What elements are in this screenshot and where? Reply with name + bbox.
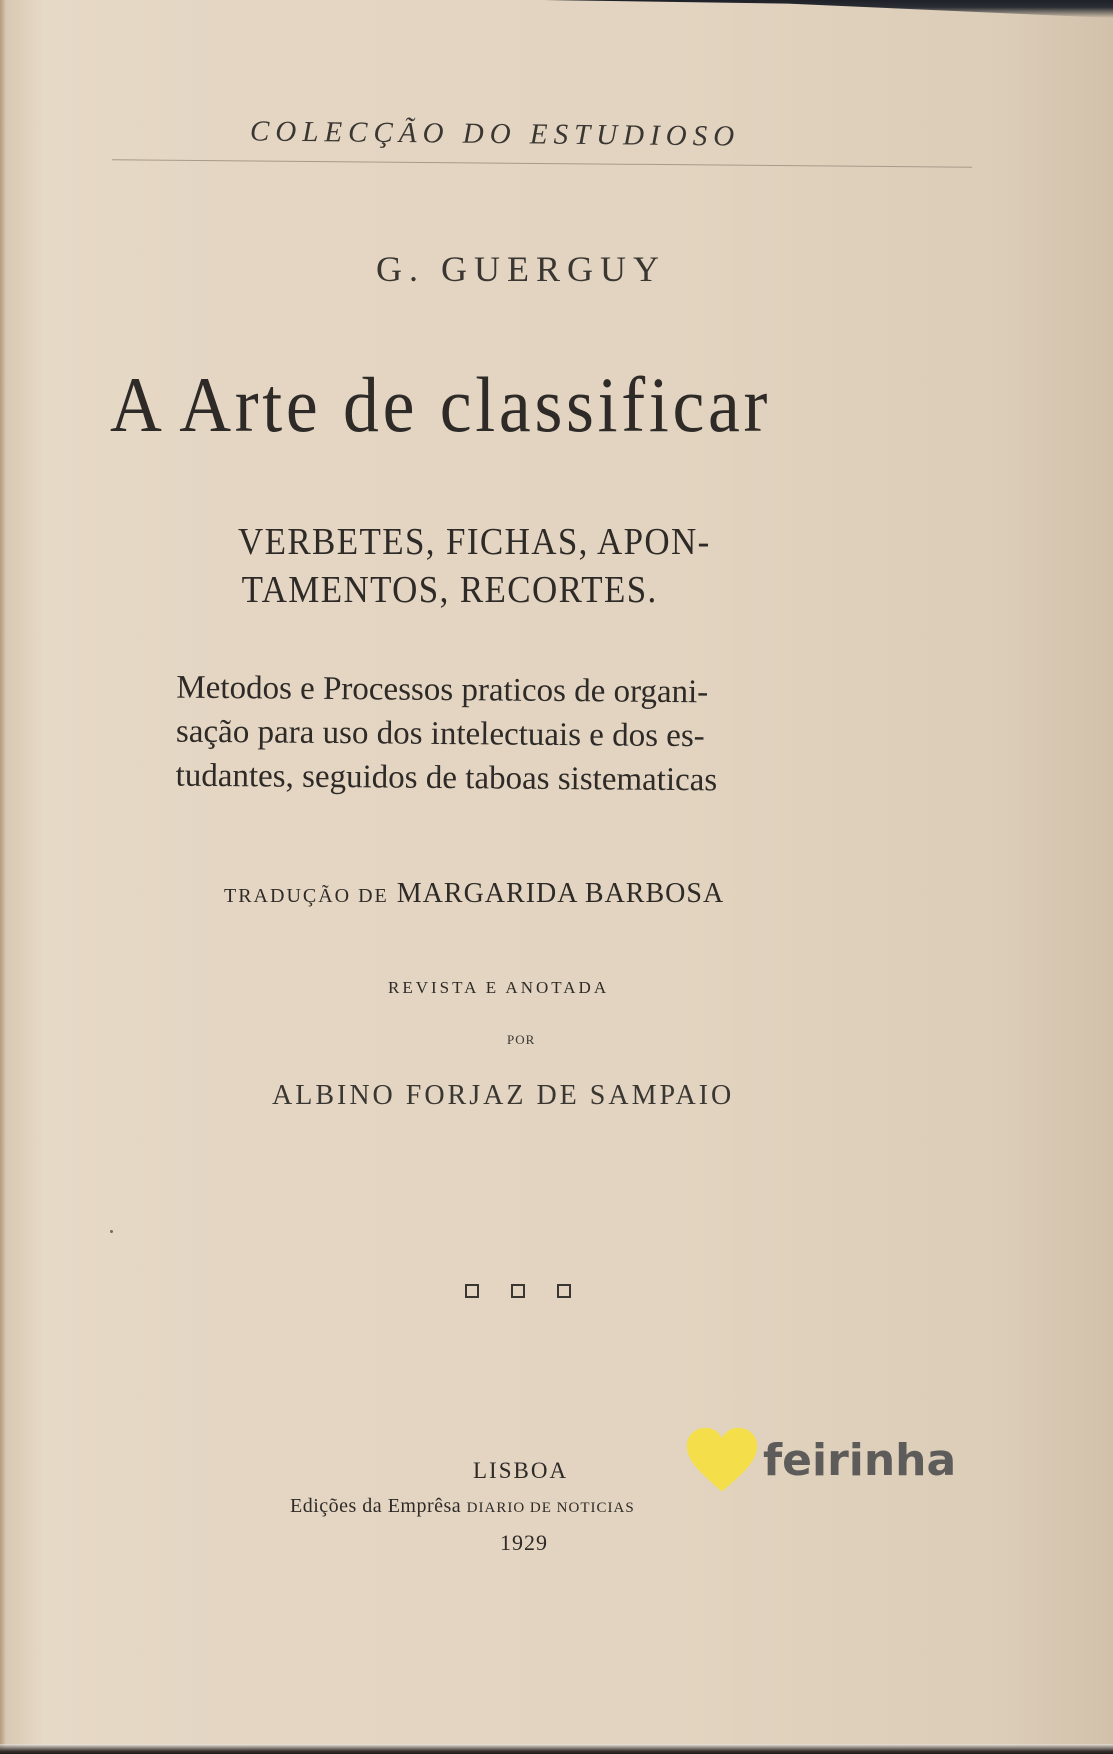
- translator-name: MARGARIDA BARBOSA: [396, 878, 725, 909]
- revised-note: REVISTA E ANOTADA: [388, 978, 610, 997]
- subtitle-line-1: VERBETES, FICHAS, APON-: [238, 521, 711, 563]
- publisher-name: DIARIO DE NOTICIAS: [466, 1500, 635, 1516]
- description-line-3: tudantes, seguidos de taboas sistematicas: [175, 757, 718, 799]
- description: [175, 666, 718, 803]
- page-bottom-edge: [0, 1744, 1113, 1754]
- description-line-2: sação para uso dos intelectuais e dos es-: [175, 713, 705, 755]
- translation-prefix: TRADUÇÃO DE: [224, 885, 389, 907]
- book-title: A Arte de classificar: [110, 361, 772, 448]
- feirinha-watermark: [685, 1427, 956, 1493]
- by-label: POR: [507, 1032, 536, 1047]
- imprint-year: 1929: [500, 1530, 548, 1555]
- author-name: G. GUERGUY: [376, 249, 666, 289]
- square-ornament-icon: [557, 1284, 571, 1298]
- reviser-name: ALBINO FORJAZ DE SAMPAIO: [272, 1080, 735, 1111]
- page-left-edge: [0, 0, 6, 1754]
- subtitle-line-2: TAMENTOS, RECORTES.: [241, 569, 658, 611]
- paper-speck: [110, 1230, 113, 1233]
- description-line-1: Metodos e Processos praticos de organi-: [176, 669, 709, 711]
- subtitle: [238, 518, 711, 614]
- square-ornament-icon: [511, 1284, 525, 1298]
- ornament-squares: [465, 1284, 571, 1298]
- publisher-prefix: Edições da Emprêsa: [290, 1495, 462, 1517]
- translation-credit: [224, 878, 724, 910]
- square-ornament-icon: [465, 1284, 479, 1298]
- imprint-city: LISBOA: [473, 1458, 569, 1483]
- series-divider: [112, 159, 972, 168]
- imprint-publisher: [290, 1495, 635, 1518]
- heart-icon: [685, 1427, 759, 1493]
- watermark-brand: feirinha: [763, 1434, 957, 1486]
- page-top-shadow: [300, 0, 1113, 18]
- series-title: COLECÇÃO DO ESTUDIOSO: [249, 115, 741, 153]
